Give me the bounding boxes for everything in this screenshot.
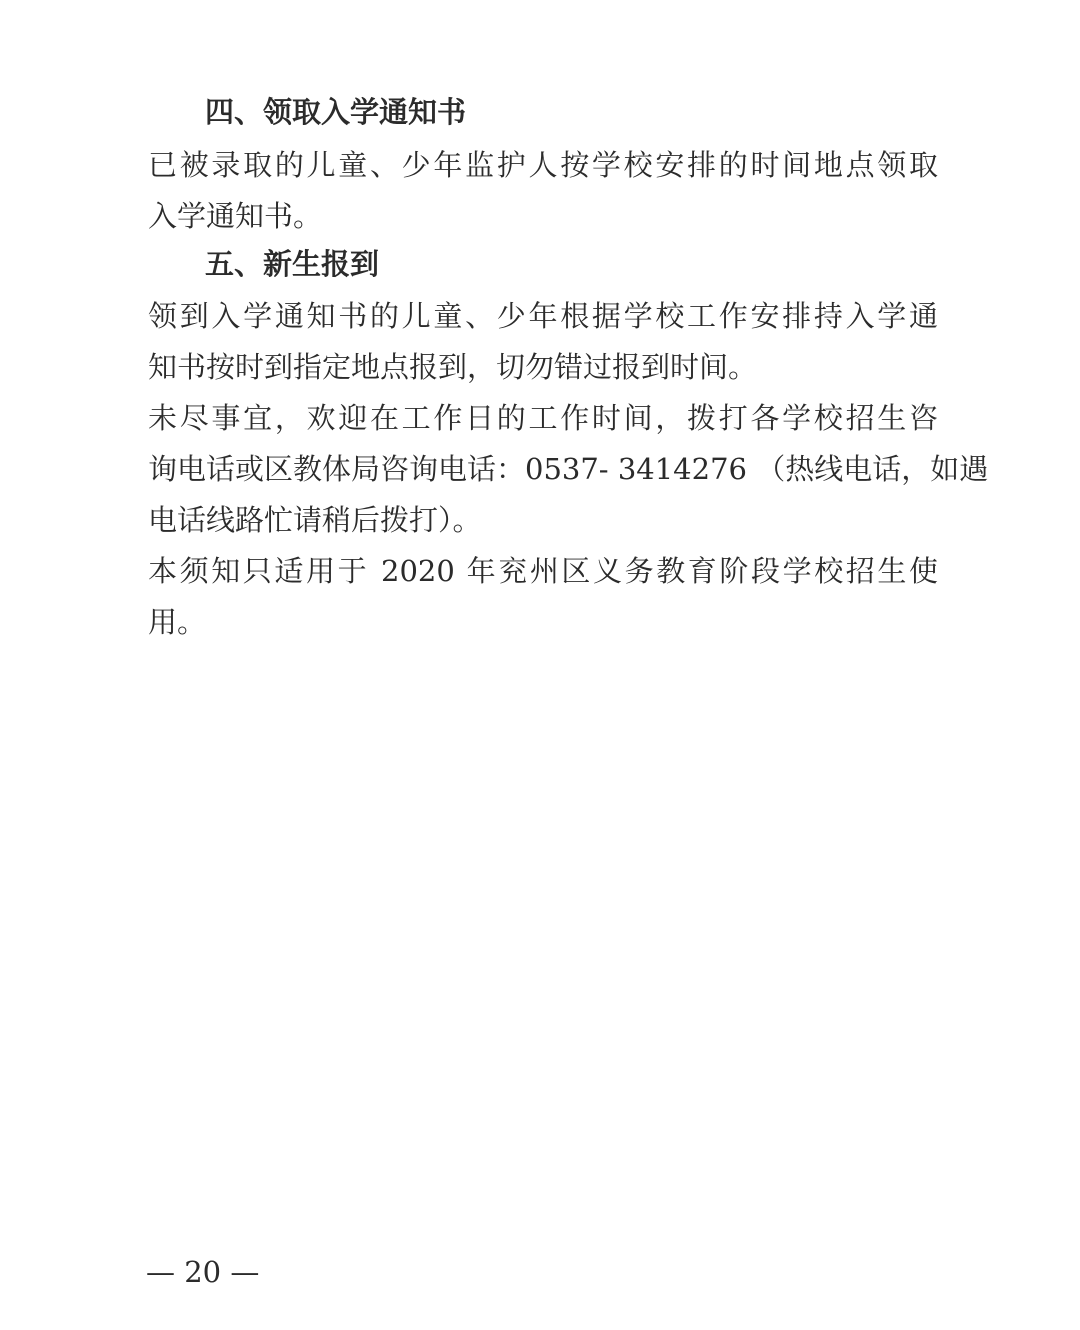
section-heading-four: 四、领取入学通知书: [205, 95, 467, 129]
contact-phone-line: 询电话或区教体局咨询电话：0537- 3414276 （热线电话，如遇: [148, 452, 989, 486]
paragraph-line: 知书按时到指定地点报到，切勿错过报到时间。: [148, 350, 758, 384]
paragraph-line: 本须知只适用于 2020 年兖州区义务教育阶段学校招生使: [148, 554, 938, 588]
section-heading-five: 五、新生报到: [205, 247, 380, 281]
paragraph-line: 领到入学通知书的儿童、少年根据学校工作安排持入学通: [148, 299, 938, 333]
paragraph-line: 入学通知书。: [148, 199, 323, 233]
paragraph-line: 已被录取的儿童、少年监护人按学校安排的时间地点领取: [148, 148, 938, 182]
paragraph-line: 电话线路忙请稍后拨打）。: [148, 503, 482, 537]
paragraph-line: 未尽事宜，欢迎在工作日的工作时间，拨打各学校招生咨: [148, 401, 938, 435]
paragraph-line: 用。: [148, 605, 207, 639]
page-number: — 20 —: [146, 1255, 260, 1289]
